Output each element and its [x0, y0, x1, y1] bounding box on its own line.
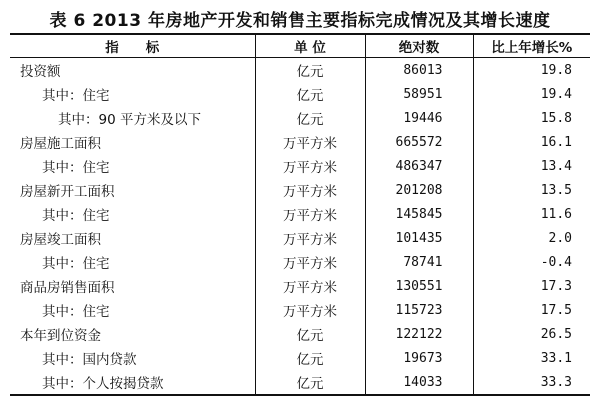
- unit-cell: 万平方米: [255, 274, 365, 298]
- table-body: [10, 58, 590, 396]
- table-row: [10, 226, 590, 250]
- growth-cell: 13.4: [473, 154, 590, 178]
- unit-cell: 万平方米: [255, 178, 365, 202]
- unit-cell: 万平方米: [255, 202, 365, 226]
- absolute-value-cell: 145845: [365, 202, 473, 226]
- indicators-table: [10, 33, 590, 396]
- indicator-cell: 其中：90 平方米及以下: [58, 112, 201, 128]
- growth-cell: 17.5: [473, 298, 590, 322]
- unit-cell: 亿元: [255, 82, 365, 106]
- growth-cell: 15.8: [473, 106, 590, 130]
- table-row: [10, 178, 590, 202]
- table-title: 表 6 2013 年房地产开发和销售主要指标完成情况及其增长速度: [49, 11, 551, 31]
- indicator-cell: 其中：国内贷款: [42, 352, 137, 368]
- table-row: [10, 82, 590, 106]
- absolute-value-cell: 101435: [365, 226, 473, 250]
- absolute-value-cell: 19673: [365, 346, 473, 370]
- absolute-value-cell: 78741: [365, 250, 473, 274]
- indicator-cell: 商品房销售面积: [20, 280, 115, 296]
- table-row: [10, 298, 590, 322]
- header-unit: 单 位: [255, 34, 365, 58]
- table-row: [10, 130, 590, 154]
- absolute-value-cell: 665572: [365, 130, 473, 154]
- unit-cell: 万平方米: [255, 154, 365, 178]
- absolute-value-cell: 115723: [365, 298, 473, 322]
- table-row: [10, 202, 590, 226]
- table-row: [10, 106, 590, 130]
- header-absolute: 绝对数: [365, 34, 473, 58]
- unit-cell: 亿元: [255, 106, 365, 130]
- indicator-cell: 其中：住宅: [42, 208, 110, 224]
- growth-cell: 2.0: [473, 226, 590, 250]
- absolute-value-cell: 86013: [365, 58, 473, 83]
- indicator-cell: 本年到位资金: [20, 328, 101, 344]
- absolute-value-cell: 122122: [365, 322, 473, 346]
- absolute-value-cell: 19446: [365, 106, 473, 130]
- growth-cell: 19.8: [473, 58, 590, 83]
- header-row: [10, 34, 590, 58]
- absolute-value-cell: 130551: [365, 274, 473, 298]
- absolute-value-cell: 14033: [365, 370, 473, 395]
- unit-cell: 万平方米: [255, 298, 365, 322]
- indicator-cell: 其中：住宅: [42, 160, 110, 176]
- indicator-cell: 投资额: [20, 64, 61, 80]
- absolute-value-cell: 58951: [365, 82, 473, 106]
- growth-cell: 11.6: [473, 202, 590, 226]
- table-row: [10, 370, 590, 395]
- unit-cell: 亿元: [255, 370, 365, 395]
- absolute-value-cell: 486347: [365, 154, 473, 178]
- growth-cell: 17.3: [473, 274, 590, 298]
- growth-cell: 19.4: [473, 82, 590, 106]
- growth-cell: 33.1: [473, 346, 590, 370]
- indicator-cell: 其中：住宅: [42, 304, 110, 320]
- header-growth: 比上年增长%: [473, 34, 590, 58]
- unit-cell: 亿元: [255, 58, 365, 83]
- table-row: [10, 58, 590, 83]
- indicator-cell: 房屋施工面积: [20, 136, 101, 152]
- growth-cell: 13.5: [473, 178, 590, 202]
- unit-cell: 亿元: [255, 346, 365, 370]
- table-row: [10, 154, 590, 178]
- indicator-cell: 其中：住宅: [42, 88, 110, 104]
- growth-cell: 26.5: [473, 322, 590, 346]
- table-row: [10, 250, 590, 274]
- indicator-cell: 房屋竣工面积: [20, 232, 101, 248]
- unit-cell: 亿元: [255, 322, 365, 346]
- table-row: [10, 274, 590, 298]
- indicator-cell: 房屋新开工面积: [20, 184, 115, 200]
- table-row: [10, 346, 590, 370]
- header-indicator: 指 标: [10, 34, 255, 58]
- unit-cell: 万平方米: [255, 130, 365, 154]
- unit-cell: 万平方米: [255, 250, 365, 274]
- indicator-cell: 其中：住宅: [42, 256, 110, 272]
- unit-cell: 万平方米: [255, 226, 365, 250]
- growth-cell: 16.1: [473, 130, 590, 154]
- growth-cell: -0.4: [473, 250, 590, 274]
- absolute-value-cell: 201208: [365, 178, 473, 202]
- table-row: [10, 322, 590, 346]
- indicator-cell: 其中：个人按揭贷款: [10, 370, 255, 395]
- growth-cell: 33.3: [473, 370, 590, 395]
